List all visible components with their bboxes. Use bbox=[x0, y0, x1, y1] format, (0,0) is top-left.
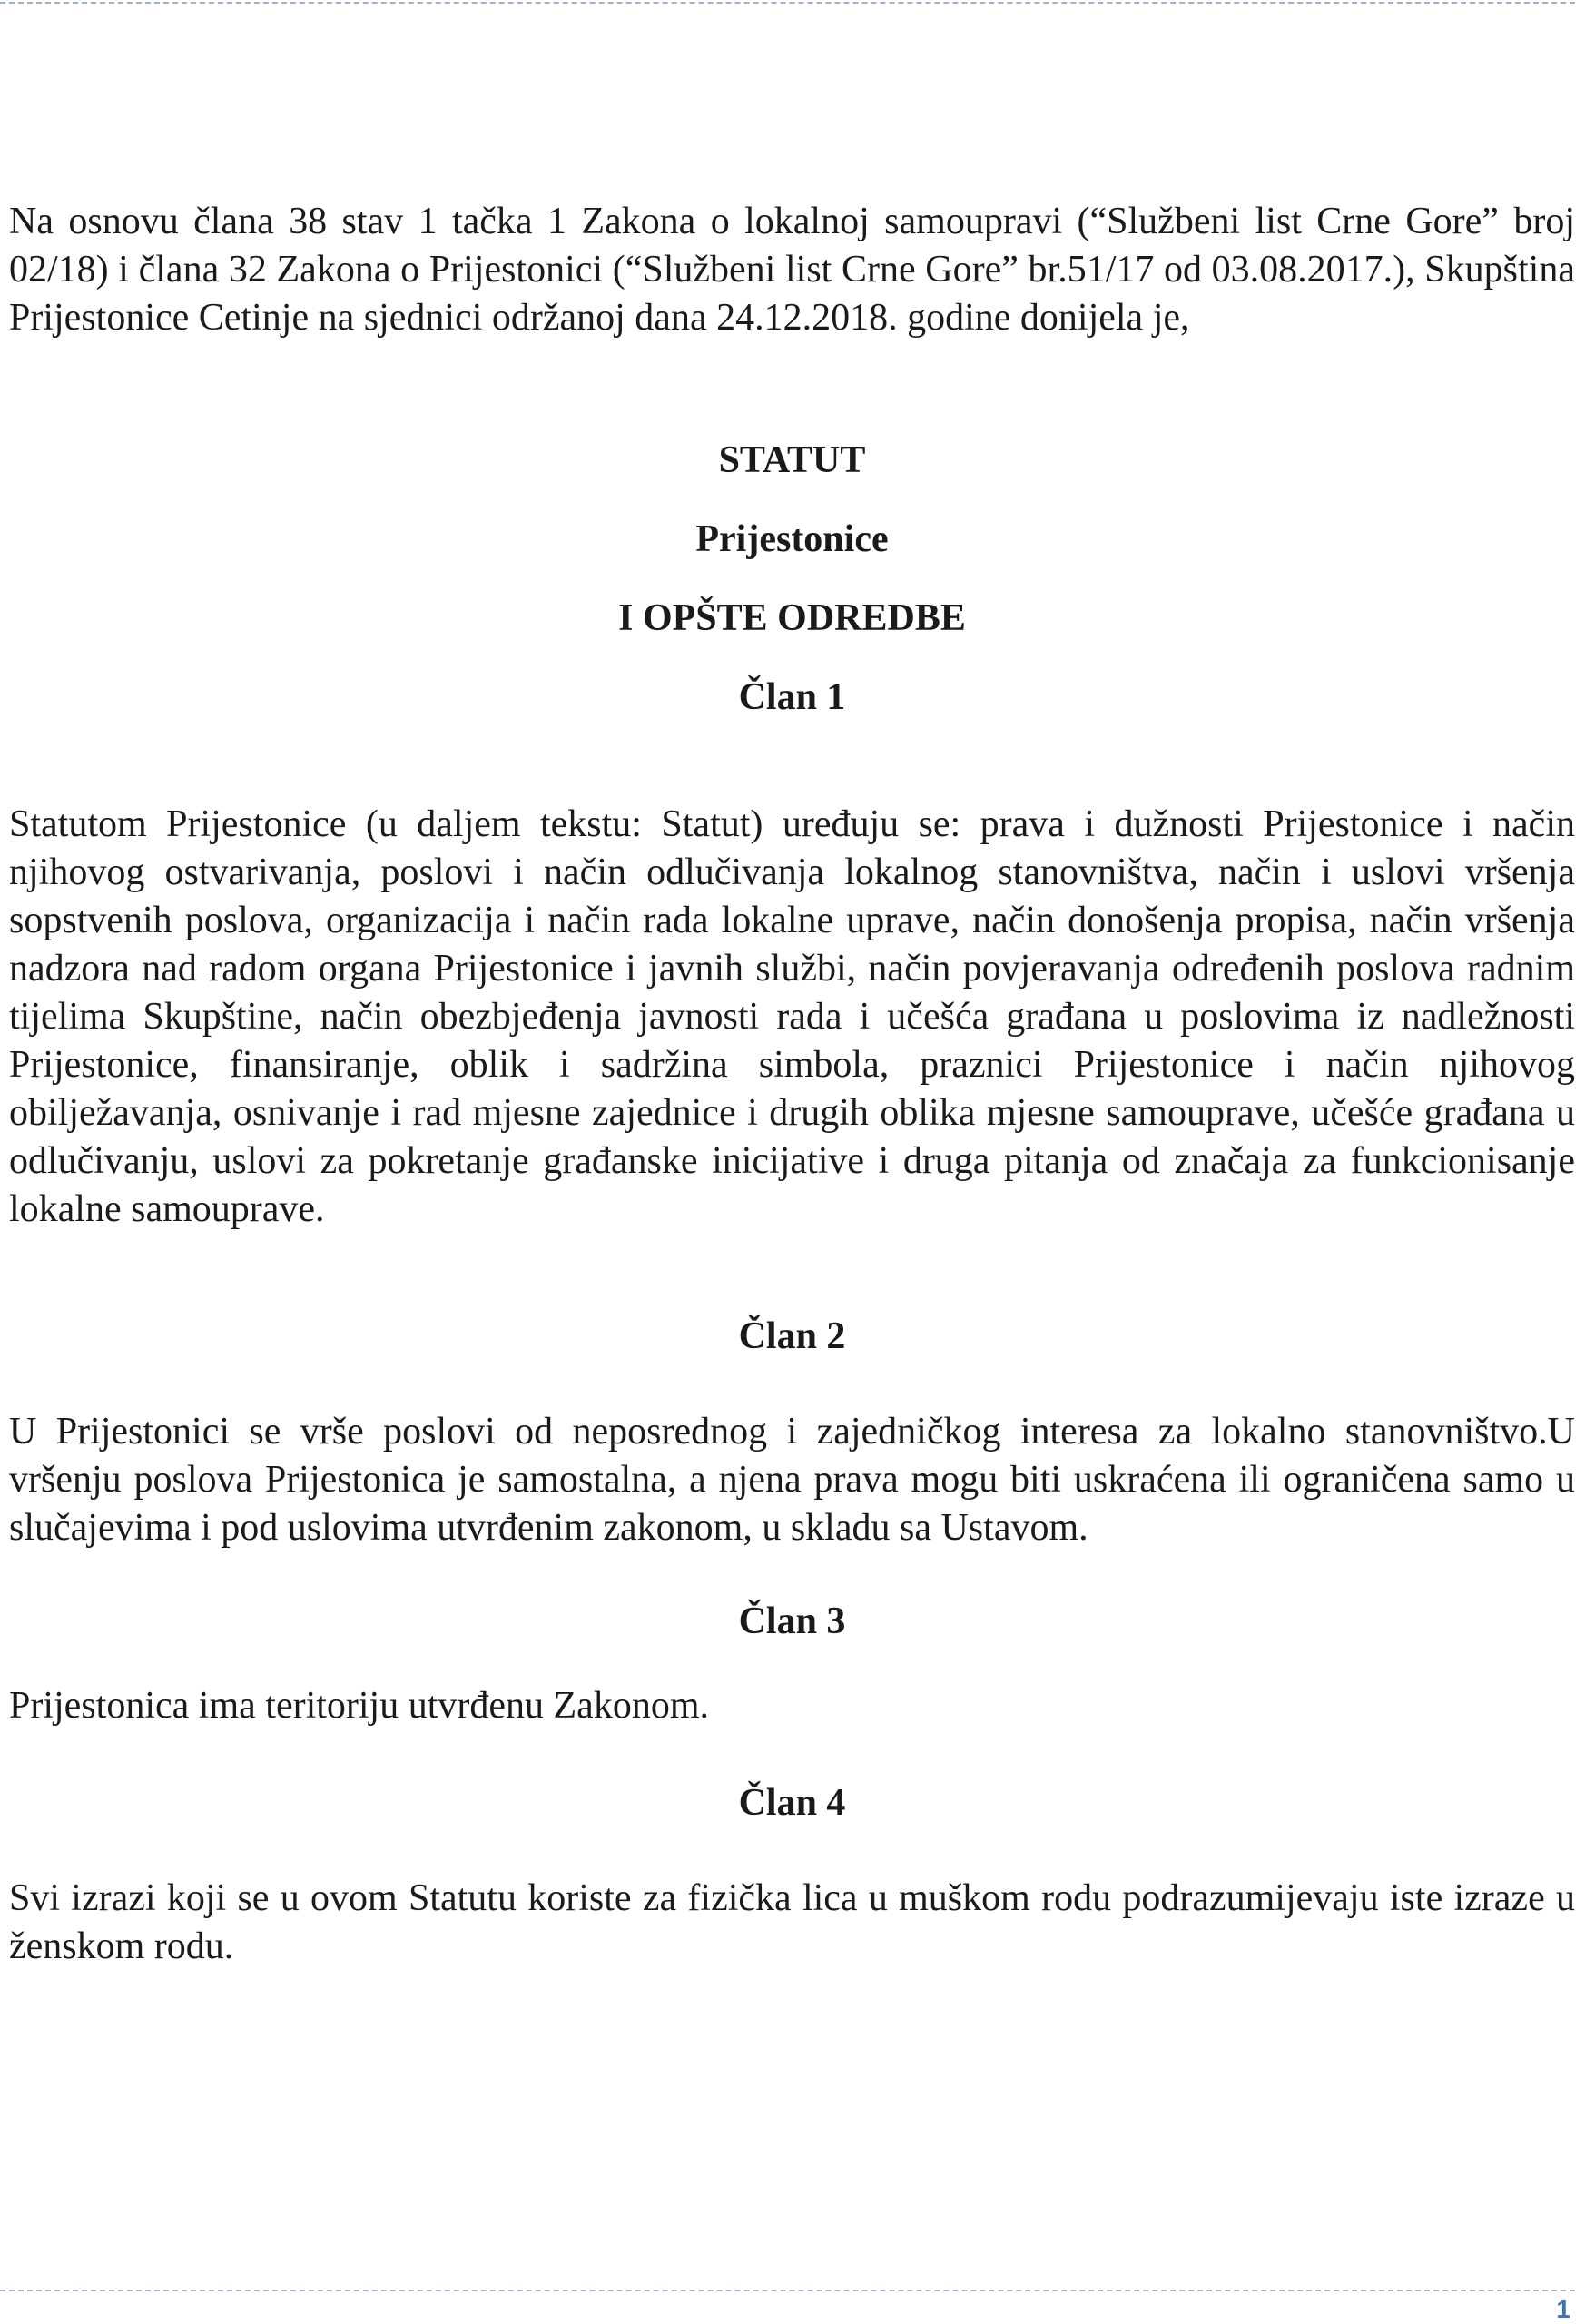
article-4-heading: Član 4 bbox=[738, 1782, 846, 1824]
article-3-text: Prijestonica ima teritoriju utvrđenu Zakonom. bbox=[9, 1685, 709, 1727]
article-2-heading: Član 2 bbox=[738, 1315, 846, 1357]
page-number: 1 bbox=[1556, 2295, 1570, 2323]
article-1-text: Statutom Prijestonice (u daljem tekstu: Statut) uređuju se: prava i dužnosti Prijestonice i način njihovog ostvarivanja, poslovi i način odlučivanja lokalnog stanovništva, način i uslovi vršenja sopstvenih poslova, organizacija i način rada lokalne uprave, način donošenja propisa, način vršenja nadzora nad radom organa Prijestonice i javnih službi, način povjeravanja određenih poslova radnim tijelima Skupštine, način obezbjeđenja javnosti rada i učešća građana u poslovima iz nadležnosti Prijestonice, finansiranje, oblik i sadržina simbola, praznici Prijestonice i način njihovog obilježavanja, osnivanje i rad mjesne zajednice i drugih oblika mjesne samouprave, učešće građana u odlučivanju, uslovi za pokretanje građanske inicijative i druga pitanja od značaja za funkcionisanje lokalne samouprave. bbox=[9, 803, 1575, 1230]
preamble-paragraph: Na osnovu člana 38 stav 1 tačka 1 Zakona o lokalnoj samoupravi (“Službeni list Crne Gore” broj 02/18) i člana 32 Zakona o Prijestonici (“Službeni list Crne Gore” br.51/17 od 03.08.2017.), Skupština Prijestonice Cetinje na sjednici održanoj dana 24.12.2018. godine donijela je, bbox=[9, 201, 1575, 339]
article-3-heading: Član 3 bbox=[738, 1600, 846, 1642]
section-heading: I OPŠTE ODREDBE bbox=[618, 597, 966, 639]
document-title: STATUT bbox=[718, 439, 866, 481]
article-4-text: Svi izrazi koji se u ovom Statutu koriste za fizička lica u muškom rodu podrazumijevaju iste izraze u ženskom rodu. bbox=[9, 1877, 1575, 1967]
article-2-text: U Prijestonici se vrše poslovi od neposrednog i zajedničkog interesa za lokalno stanovništvo.U vršenju poslova Prijestonica je samostalna, a njena prava mogu biti uskraćena ili ograničena samo u slučajevima i pod uslovima utvrđenim zakonom, u skladu sa Ustavom. bbox=[9, 1411, 1575, 1549]
footer-dashed-rule bbox=[0, 2290, 1575, 2291]
document-subtitle: Prijestonice bbox=[695, 518, 889, 560]
document-body bbox=[9, 198, 1575, 1971]
header-dashed-rule bbox=[0, 2, 1575, 4]
article-1-heading: Član 1 bbox=[738, 676, 846, 718]
